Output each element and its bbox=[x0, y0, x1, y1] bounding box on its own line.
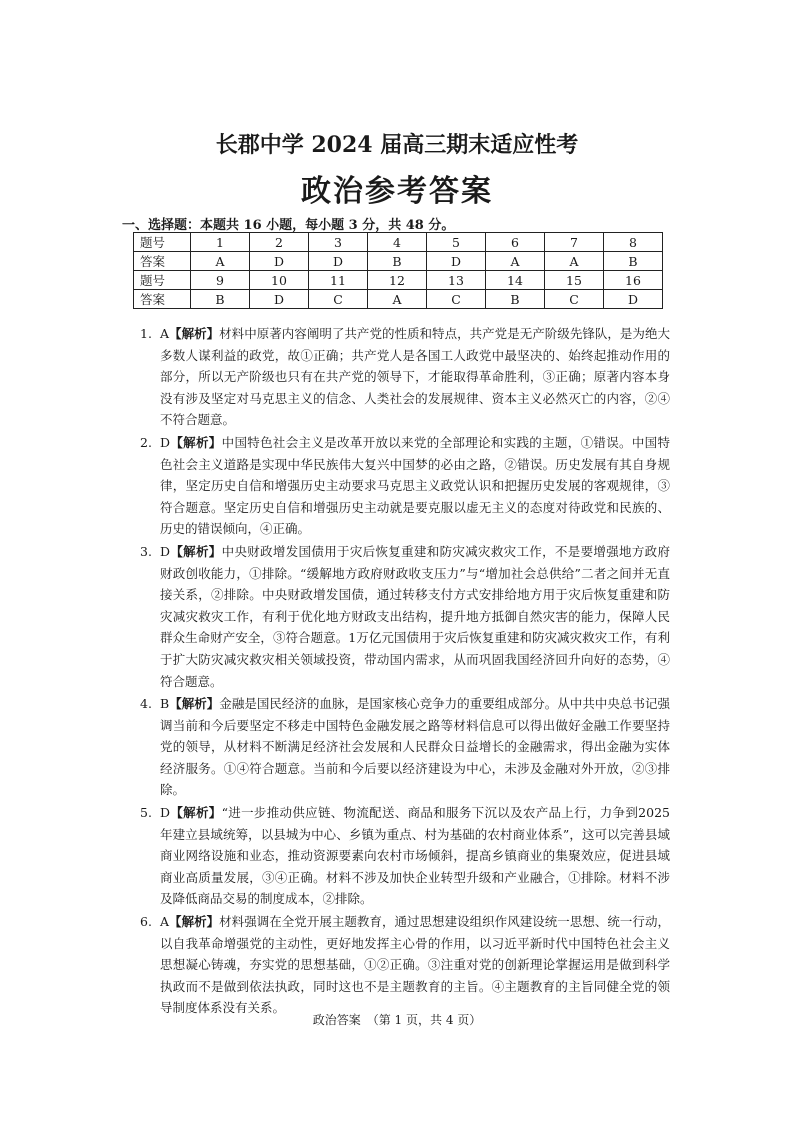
item-text: 中央财政增发国债用于灾后恢复重建和防灾减灾救灾工作，不是要增强地方政府财政创收能力，①排除。“缓解地方政府财政收支压力”与“增加社会总供给”二者之间并无直接关系，②排除。中央财政增发国债，通过转移支付方式安排给地方用于灾后恢复重建和防灾减灾救灾工作，有利于优化地方财政支出结构，提升地方抵御自然灾害的能力，保障人民群众生命财产安全，③符合题意。1万亿元国债用于灾后恢复重建和防灾减灾救灾工作，有利于扩大防灾减灾救灾相关领域投资，带动国内需求，从而巩固我国经济回升向好的态势，④符合题意。 bbox=[160, 543, 670, 689]
analysis-tag: 【解析】 bbox=[170, 543, 222, 559]
question-number: 5 bbox=[427, 233, 486, 252]
question-number: 9 bbox=[191, 271, 250, 290]
item-text: 材料中原著内容阐明了共产党的性质和特点，共产党是无产阶级先锋队，是为绝大多数人谋利益的政党，故①正确；共产党人是各国工人政党中最坚决的、始终起推动作用的部分，所以无产阶级也只有在共产党的领导下，才能取得革命胜利，③正确；原著内容本身没有涉及坚定对马克思主义的信念、人类社会的发展规律、资本主义必然灭亡的内容，②④不符合题意。 bbox=[160, 326, 670, 428]
list-item bbox=[140, 802, 670, 910]
answer-cell: A bbox=[368, 290, 427, 309]
answer-cell: B bbox=[368, 252, 427, 271]
question-number: 14 bbox=[486, 271, 545, 290]
answer-cell: C bbox=[427, 290, 486, 309]
item-number: 4. bbox=[140, 696, 152, 712]
page-footer: 政治答案 （第 1 页，共 4 页） bbox=[312, 1013, 482, 1027]
section-heading: 一、选择题：本题共 16 小题，每小题 3 分，共 48 分。 bbox=[122, 218, 455, 233]
item-answer: D bbox=[160, 434, 171, 450]
item-body bbox=[160, 432, 670, 540]
item-number: 1. bbox=[140, 326, 152, 341]
list-item bbox=[140, 323, 670, 431]
answer-cell: A bbox=[545, 252, 604, 271]
row-label: 题号 bbox=[134, 271, 191, 290]
item-answer: B bbox=[160, 696, 170, 712]
question-number: 16 bbox=[604, 271, 663, 290]
answer-cell: C bbox=[309, 290, 368, 309]
analysis-tag: 【解析】 bbox=[170, 805, 222, 821]
item-number: 6. bbox=[140, 914, 152, 930]
item-text: “进一步推动供应链、物流配送、商品和服务下沉以及农产品上行，力争到2025年建立县域统筹，以县城为中心、乡镇为重点、村为基础的农村商业体系”，这可以完善县域商业网络设施和业态，推动资源要素向农村市场倾斜，提高乡镇商业的集聚效应，促进县域商业高质量发展，③④正确。材料不涉及加快企业转型升级和产业融合，①排除。材料不涉及降低商品交易的制度成本，②排除。 bbox=[160, 805, 670, 907]
answer-cell: D bbox=[427, 252, 486, 271]
table-row bbox=[134, 271, 663, 290]
question-number: 12 bbox=[368, 271, 427, 290]
question-number: 1 bbox=[191, 233, 250, 252]
explanation-list bbox=[140, 323, 670, 1020]
answer-cell: D bbox=[250, 290, 309, 309]
question-number: 4 bbox=[368, 233, 427, 252]
answer-cell: A bbox=[191, 252, 250, 271]
item-number: 5. bbox=[140, 805, 152, 821]
analysis-tag: 【解析】 bbox=[169, 696, 220, 712]
answer-table bbox=[133, 232, 663, 309]
answer-cell: D bbox=[604, 290, 663, 309]
answer-cell: D bbox=[309, 252, 368, 271]
analysis-tag: 【解析】 bbox=[170, 434, 222, 450]
item-body bbox=[160, 911, 670, 1019]
answer-cell: B bbox=[486, 290, 545, 309]
question-number: 15 bbox=[545, 271, 604, 290]
item-answer: A bbox=[160, 326, 170, 341]
answer-cell: A bbox=[486, 252, 545, 271]
answer-cell: B bbox=[191, 290, 250, 309]
answer-cell: C bbox=[545, 290, 604, 309]
item-text: 材料强调在全党开展主题教育，通过思想建设组织作风建设统一思想、统一行动，以自我革命增强党的主动性，更好地发挥主心骨的作用，以习近平新时代中国特色社会主义思想凝心铸魂，夯实党的思想基础，①②正确。③注重对党的创新理论掌握运用是做到科学执政而不是做到依法执政，同时这也不是主题教育的主旨。④主题教育的主旨同健全党的领导制度体系没有关系。 bbox=[160, 914, 670, 1016]
answer-cell: D bbox=[250, 252, 309, 271]
document-subtitle: 政治参考答案 bbox=[301, 174, 493, 209]
item-answer: D bbox=[160, 543, 171, 559]
question-number: 3 bbox=[309, 233, 368, 252]
item-text: 中国特色社会主义是改革开放以来党的全部理论和实践的主题，①错误。中国特色社会主义道路是实现中华民族伟大复兴中国梦的必由之路，②错误。历史发展有其自身规律，坚定历史自信和增强历史主动要求马克思主义政党认识和把握历史发展的客观规律，③符合题意。坚定历史自信和增强历史主动就是要克服以虚无主义的态度对待政党和民族的、历史的错误倾向，④正确。 bbox=[160, 434, 670, 537]
table-row bbox=[134, 233, 663, 252]
item-body bbox=[160, 541, 670, 692]
question-number: 8 bbox=[604, 233, 663, 252]
item-body bbox=[160, 323, 670, 431]
item-body bbox=[160, 693, 670, 801]
answer-cell: B bbox=[604, 252, 663, 271]
item-text: 金融是国民经济的血脉，是国家核心竞争力的重要组成部分。从中共中央总书记强调当前和今后要坚定不移走中国特色金融发展之路等材料信息可以得出做好金融工作要坚持党的领导，从材料不断满足经济社会发展和人民群众日益增长的金融需求，得出金融为实体经济服务。①④符合题意。当前和今后要以经济建设为中心，未涉及金融对外开放，②③排除。 bbox=[160, 696, 670, 798]
exam-title: 长郡中学 2024 届高三期末适应性考 bbox=[215, 132, 579, 158]
list-item bbox=[140, 541, 670, 692]
question-number: 2 bbox=[250, 233, 309, 252]
row-label: 答案 bbox=[134, 252, 191, 271]
analysis-tag: 【解析】 bbox=[169, 326, 220, 341]
question-number: 6 bbox=[486, 233, 545, 252]
item-answer: A bbox=[160, 914, 170, 930]
table-row bbox=[134, 290, 663, 309]
question-number: 7 bbox=[545, 233, 604, 252]
item-number: 3. bbox=[140, 543, 152, 559]
list-item bbox=[140, 432, 670, 540]
item-answer: D bbox=[160, 805, 171, 821]
question-number: 11 bbox=[309, 271, 368, 290]
table-row bbox=[134, 252, 663, 271]
question-number: 13 bbox=[427, 271, 486, 290]
question-number: 10 bbox=[250, 271, 309, 290]
analysis-tag: 【解析】 bbox=[169, 914, 220, 930]
list-item bbox=[140, 693, 670, 801]
row-label: 题号 bbox=[134, 233, 191, 252]
item-number: 2. bbox=[140, 434, 152, 450]
row-label: 答案 bbox=[134, 290, 191, 309]
item-body bbox=[160, 802, 670, 910]
list-item bbox=[140, 911, 670, 1019]
